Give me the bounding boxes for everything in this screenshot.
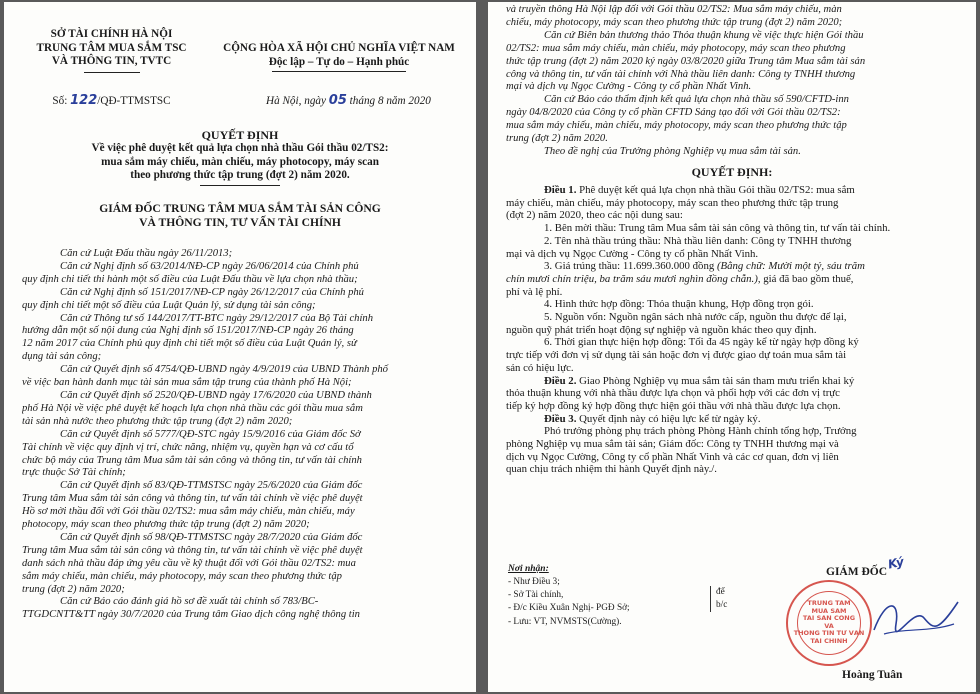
article-text-line xyxy=(506,324,962,337)
republic-header xyxy=(214,42,464,69)
text-line: quy định chi tiết thi hành một số điều của Luật Đấu thầu về lựa chọn nhà thầu; xyxy=(22,273,358,285)
text-line: và truyền thông Hà Nội lập đối với Gói thầu 02/TS2: Mua sắm máy chiếu, màn xyxy=(506,4,842,15)
text-fragment: 4. Hình thức hợp đồng: Thỏa thuận khung, Hợp đồng trọn gói. xyxy=(544,298,814,311)
article-text-line xyxy=(506,235,962,248)
side-mark-line: b/c xyxy=(716,600,728,610)
article-text-line xyxy=(506,222,962,235)
subject-line: Về việc phê duyệt kết quả lựa chọn nhà thầu Gói thầu 02/TS2: xyxy=(91,142,389,154)
text-fragment: phí và lệ phí. xyxy=(506,285,563,298)
stamp-text xyxy=(788,600,870,646)
article-label: Điều 1. xyxy=(544,184,577,196)
text-fragment: Phê duyệt kết quả lựa chọn nhà thầu Gói thầu 02/TS2: mua sắm xyxy=(576,184,855,196)
article-label: Điều 3. xyxy=(544,412,577,425)
text-line: sắm máy chiếu, màn chiếu, máy photocopy, máy scan theo phương thức tập xyxy=(22,570,342,582)
text-line: Căn cứ Báo cáo đánh giá hồ sơ đề xuất tài chính số 783/BC- xyxy=(60,596,319,608)
text-line: 02/TS2: mua sắm máy chiếu, màn chiếu, máy photocopy, máy scan theo phương xyxy=(506,42,846,54)
legal-basis-continued xyxy=(506,4,962,159)
text-line: Căn cứ Biên bản thương thảo Thỏa thuận khung về việc thực hiện Gói thầu xyxy=(544,29,864,41)
text-fragment: tiếp ký hợp đồng ký hợp đồng thực hiện gói thầu với nhà thầu được lựa chọn. xyxy=(506,399,841,412)
republic-title: CỘNG HÒA XÃ HỘI CHỦ NGHĨA VIỆT NAM xyxy=(223,42,455,54)
text-fragment: thỏa thuận khung với nhà thầu được lựa chọn và phối hợp với các đơn vị trực xyxy=(506,387,840,400)
text-fragment: nguồn quỹ phát triển hoạt động sự nghiệp và nguồn khác theo quy định. xyxy=(506,323,817,336)
article-text-line xyxy=(506,248,962,261)
text-fragment: , giá đã bao gồm thuế, xyxy=(757,272,854,285)
article-text-line xyxy=(506,209,962,222)
text-line: Căn cứ Quyết định số 4754/QĐ-UBND ngày 4/9/2019 của UBND Thành phố xyxy=(60,364,388,376)
text-fragment: dịch vụ Ngọc Cường, Công ty cổ phần Nhất Vinh và các cơ quan, đơn vị liên xyxy=(506,450,839,463)
text-line: photocopy, máy scan theo phương thức tập trung (đợt 2) năm 2020; xyxy=(22,519,310,531)
article-text-line xyxy=(506,260,962,273)
text-line: Căn cứ Luật Đấu thầu ngày 26/11/2013; xyxy=(60,248,233,259)
decision-articles xyxy=(506,184,962,476)
article-text-line xyxy=(506,387,962,400)
text-line: - Đ/c Kiều Xuân Nghị- PGĐ Sở; xyxy=(508,603,630,614)
article-text-line xyxy=(506,362,962,375)
org-line: VÀ THÔNG TIN, TVTC xyxy=(51,55,172,67)
text-line: Căn cứ Quyết định số 2520/QĐ-UBND ngày 17/6/2020 của UBND thành xyxy=(60,389,372,401)
text-line: Căn cứ Quyết định số 5777/QĐ-STC ngày 15/9/2016 của Giám đốc Sở xyxy=(60,428,361,440)
text-fragment: Phó trưởng phòng phụ trách phòng Phòng Hành chính tổng hợp, Trưởng xyxy=(544,425,857,438)
signature-title: GIÁM ĐỐC xyxy=(826,566,888,578)
article-text-line xyxy=(506,286,962,299)
document-page-1 xyxy=(4,2,476,692)
text-fragment: 6. Thời gian thực hiện hợp đồng: Tối đa 45 ngày kể từ ngày hợp đồng ký xyxy=(544,336,859,349)
text-line: 12 năm 2017 của Chính phủ quy định chi tiết một số điều của Luật Quản lý, sử xyxy=(22,338,357,350)
text-fragment: 3. Giá trúng thầu: 11.699.360.000 đồng xyxy=(544,260,717,273)
text-line: TÀI SẢN CÔNG xyxy=(802,615,856,623)
subject-line: theo phương thức tập trung (đợt 2) năm 2020. xyxy=(130,169,350,181)
document-page-2 xyxy=(488,2,976,692)
text-fragment: quan chịu trách nhiệm thi hành Quyết định này./. xyxy=(506,463,717,476)
text-line: Căn cứ Quyết định số 83/QĐ-TTMSTSC ngày 25/6/2020 của Giám đốc xyxy=(60,480,363,492)
text-fragment: Giao Phòng Nghiệp vụ mua sắm tài sản tham mưu triển khai ký xyxy=(576,374,855,387)
doc-number-handwritten: 122 xyxy=(70,93,98,108)
director-heading xyxy=(4,202,476,229)
article-text-line xyxy=(506,349,962,362)
subject-line: mua sắm máy chiếu, màn chiếu, máy photocopy, máy scan xyxy=(101,155,379,168)
article-text-line xyxy=(506,425,962,438)
article-text-line xyxy=(506,273,962,286)
text-fragment: 5. Nguồn vốn: Nguồn ngân sách nhà nước cấp, nguồn thu được để lại, xyxy=(544,311,847,324)
article-text-line xyxy=(506,311,962,324)
text-fragment: Quyết định này có hiệu lực kể từ ngày ký. xyxy=(576,412,761,425)
text-fragment: mại và dịch vụ Ngọc Cường - Công ty cổ phần Nhất Vinh. xyxy=(506,247,759,260)
text-line: Tài chính về việc quy định vị trí, chức năng, nhiệm vụ, quyền hạn và cơ cấu tổ xyxy=(22,441,354,453)
article-text-line xyxy=(506,451,962,464)
article-text-line xyxy=(506,438,962,451)
text-line: Căn cứ Báo cáo thẩm định kết quả lựa chọn nhà thầu số 590/CFTD-inn xyxy=(544,94,849,106)
text-line: thức tập trung (đợt 2) năm 2020 ký ngày 03/8/2020 giữa Trung tâm Mua sắm tài sản xyxy=(506,55,866,67)
org-line: TRUNG TÂM MUA SẮM TSC xyxy=(36,41,187,54)
article-text-line xyxy=(506,336,962,349)
text-line: TÀI CHÍNH xyxy=(810,637,848,645)
text-line: Hồ sơ mời thầu đối với Gói thầu 02/TS2: mua sắm máy chiếu, màn chiếu, máy xyxy=(22,506,355,518)
date-handwritten: 05 xyxy=(328,93,347,108)
org-underline xyxy=(84,72,140,73)
motto-underline xyxy=(272,71,406,72)
text-line: danh sách nhà thầu đáp ứng yêu cầu về kỹ thuật đối với Gói thầu 02/TS2: mua xyxy=(22,557,356,569)
recipients-title: Nơi nhận: xyxy=(508,564,549,574)
text-fragment: sản có hiệu lực. xyxy=(506,361,574,374)
text-line: - Lưu: VT, NVMSTS(Cường). xyxy=(508,616,622,627)
text-line: công và thông tin, tư vấn tài chính với Nhà thầu liên danh: Công ty TNHH thương xyxy=(506,68,856,80)
article-line xyxy=(506,184,962,197)
text-fragment: 2. Tên nhà thầu trúng thầu: Nhà thầu liên danh: Công ty TNHH thương xyxy=(544,234,852,247)
text-line: phố Hà Nội về việc phê duyệt kế hoạch lựa chọn nhà thầu các gói thầu mua sắm xyxy=(22,402,363,414)
legal-basis xyxy=(22,248,464,622)
text-line: Căn cứ Quyết định số 98/QĐ-TTMSTSC ngày 28/7/2020 của Giám đốc xyxy=(60,531,363,543)
text-line: ngày 04/8/2020 của Công ty cổ phần CFTD Sáng tạo đối với Gói thầu 02/TS2: xyxy=(506,107,841,119)
decision-title: QUYẾT ĐỊNH xyxy=(201,128,279,142)
text-line: trung (đợt 2) năm 2020. xyxy=(506,133,608,145)
text-line: chiếu, máy photocopy, máy scan theo phương thức tập trung (đợt 2) năm 2020; xyxy=(506,16,843,28)
date-suffix: tháng 8 năm 2020 xyxy=(349,95,431,107)
doc-number-suffix: /QĐ-TTMSTSC xyxy=(97,95,171,107)
subject-underline xyxy=(200,185,280,186)
text-line: TTGDCNTT&TT ngày 30/7/2020 của Trung tâm Giao dịch công nghệ thông tin xyxy=(22,609,360,621)
article-line xyxy=(506,375,962,388)
recipients-list xyxy=(508,576,630,629)
article-text-line xyxy=(506,463,962,476)
text-line: Căn cứ Nghị định số 151/2017/NĐ-CP ngày 26/12/2017 của Chính phủ xyxy=(60,286,364,298)
text-line: trung (đợt 2) năm 2020; xyxy=(22,583,125,595)
italic-fragment: chín mươi chín triệu, ba trăm sáu mươi nghìn đồng chẵn.) xyxy=(506,272,758,285)
signature-mark: Ký xyxy=(886,554,906,572)
place-date xyxy=(266,94,431,109)
text-line: - Sở Tài chính, xyxy=(508,590,564,601)
org-header-left xyxy=(24,28,199,69)
motto: Độc lập – Tự do – Hạnh phúc xyxy=(268,55,410,68)
text-fragment: 1. Bên mời thầu: Trung tâm Mua sắm tài sản công và thông tin, tư vấn tài chính. xyxy=(544,222,891,235)
text-line: Theo đề nghị của Trưởng phòng Nghiệp vụ mua sắm tài sản. xyxy=(544,145,801,157)
text-fragment: phòng Nghiệp vụ mua sắm tài sản; Giám đốc: Công ty TNHH thương mại và xyxy=(506,438,839,451)
text-line: Căn cứ Nghị định số 63/2014/NĐ-CP ngày 26/06/2014 của Chính phủ xyxy=(60,260,359,272)
text-line: Trung tâm Mua sắm tài sản công và thông tin, tư vấn tài chính về việc phê duyệt xyxy=(22,544,363,556)
signer-name: Hoàng Tuân xyxy=(842,669,903,681)
text-line: Căn cứ Thông tư số 144/2017/TT-BTC ngày 29/12/2017 của Bộ Tài chính xyxy=(60,312,373,324)
text-line: hướng dẫn một số nội dung của Nghị định số 151/2017/NĐ-CP ngày 26 tháng xyxy=(22,325,354,337)
side-mark-line: để xyxy=(716,587,725,597)
text-line: tài sản nhà nước theo phương thức tập trung (đợt 2) năm 2020; xyxy=(22,415,293,427)
org-line: SỞ TÀI CHÍNH HÀ NỘI xyxy=(50,28,173,40)
italic-fragment: (Bằng chữ: Mười một tỷ, sáu trăm xyxy=(716,260,865,273)
article-text-line xyxy=(506,400,962,413)
text-line: dụng tài sản công; xyxy=(22,351,102,363)
report-mark xyxy=(710,586,727,612)
text-fragment: trực tiếp với đơn vị sử dụng tài sản hoặc đơn vị được giao dự toán mua sắm tài xyxy=(506,349,847,362)
director-line: VÀ THÔNG TIN, TƯ VẤN TÀI CHÍNH xyxy=(139,215,341,229)
text-line: về việc ban hành danh mục tài sản mua sắm tập trung của thành phố Hà Nội; xyxy=(22,377,352,389)
text-line: chức bộ máy của Trung tâm Mua sắm tài sản công và thông tin, tư vấn tài chính xyxy=(22,454,362,466)
doc-number-prefix: Số: xyxy=(52,95,68,107)
text-fragment: máy chiếu, màn chiếu, máy photocopy, máy scan theo phương thức tập trung xyxy=(506,196,839,209)
text-line: Trung tâm Mua sắm tài sản công và thông tin, tư vấn tài chính về việc phê duyệt xyxy=(22,493,363,505)
article-text-line xyxy=(506,298,962,311)
director-line: GIÁM ĐỐC TRUNG TÂM MUA SẮM TÀI SẢN CÔNG xyxy=(99,202,381,215)
decision-subject xyxy=(4,142,476,183)
article-label: Điều 2. xyxy=(544,374,577,387)
text-line: mại và dịch vụ Ngọc Cường - Công ty cổ phần Nhất Vinh. xyxy=(506,81,752,93)
date-prefix: Hà Nội, ngày xyxy=(266,95,326,107)
article-line xyxy=(506,413,962,426)
text-fragment: (đợt 2) năm 2020, theo các nội dung sau: xyxy=(506,209,683,222)
text-line: quy định chi tiết một số điều của Luật Quản lý, sử dụng tài sản công; xyxy=(22,299,316,311)
document-number xyxy=(24,94,199,109)
text-line: VÀ xyxy=(824,622,834,630)
article-text-line xyxy=(506,197,962,210)
text-line: trực thuộc Sở Tài chính; xyxy=(22,467,126,479)
text-line: TRUNG TÂM xyxy=(807,600,851,607)
text-line: MUA SẮM xyxy=(811,607,847,615)
official-stamp xyxy=(786,580,872,666)
handwritten-signature-icon xyxy=(866,588,966,648)
text-line: - Như Điều 3; xyxy=(508,577,560,587)
decides-heading: QUYẾT ĐỊNH: xyxy=(691,165,773,179)
text-line: mua sắm máy chiếu, màn chiếu, máy photocopy, máy scan theo phương thức tập xyxy=(506,120,847,132)
text-line: THÔNG TIN TƯ VẤN xyxy=(793,630,865,638)
